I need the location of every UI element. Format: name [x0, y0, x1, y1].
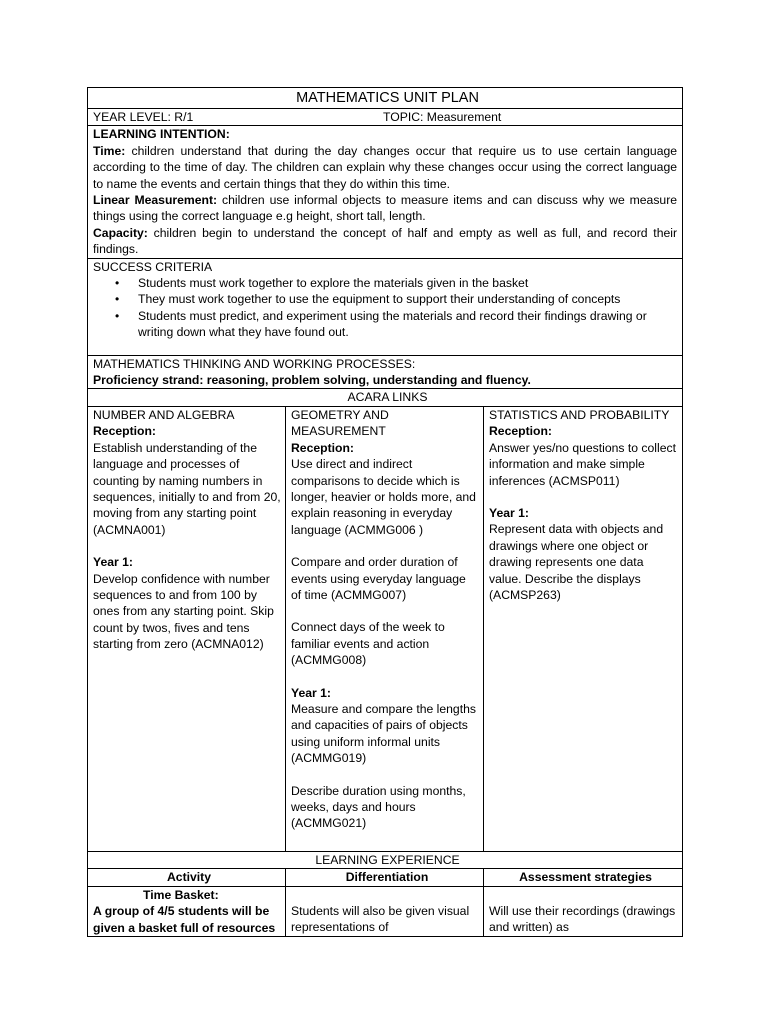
time-text: children understand that during the day changes occur that require us to use certain language according to the time of day. The children can explain why these changes occur using the correct language to name the events and certain things that they do within this time. [93, 143, 678, 191]
number-year1-text: Develop confidence with number sequences to and from 100 by ones from any starting point. Skip count by twos, fives and tens starting from zero (ACMNA012) [93, 571, 274, 652]
time-intention [93, 143, 677, 192]
topic: TOPIC: Measurement [383, 110, 502, 124]
acara-links-heading: ACARA LINKS [88, 389, 683, 406]
activity-text: A group of 4/5 students will be given a basket full of resources [93, 904, 276, 935]
year-topic-row [88, 109, 683, 126]
differentiation-cell [286, 886, 484, 936]
statistics-probability-heading: STATISTICS AND PROBABILITY [489, 407, 670, 422]
reception-label: Reception: [291, 440, 354, 455]
activity-header: Activity [88, 869, 286, 886]
proficiency-strand: Proficiency strand: reasoning, problem solving, understanding and fluency. [93, 373, 531, 388]
assessment-cell [484, 886, 683, 936]
geometry-measurement-heading: GEOMETRY AND MEASUREMENT [291, 407, 389, 439]
geometry-reception-text-1: Use direct and indirect comparisons to decide which is longer, heavier or holds more, and explain reasoning in everyday language (ACMMG006 ) [291, 457, 476, 537]
differentiation-header: Differentiation [286, 869, 484, 886]
number-algebra-heading: NUMBER AND ALGEBRA [93, 407, 235, 422]
linear-label: Linear Measurement: [93, 193, 218, 208]
linear-text: children use informal objects to measure items and can discuss why we measure things using the correct language e.g height, short tall, length. [93, 193, 678, 224]
activity-title: Time Basket: [143, 887, 219, 902]
number-algebra-column [88, 406, 286, 851]
learning-intention-section [88, 126, 683, 258]
statistics-reception-text: Answer yes/no questions to collect information and make simple inferences (ACMSP011) [489, 440, 676, 488]
reception-label: Reception: [489, 424, 552, 439]
activity-cell [88, 886, 286, 936]
geometry-year1-text-1: Measure and compare the lengths and capacities of pairs of objects using uniform informal units (ACMMG019) [291, 701, 476, 766]
statistics-probability-column [484, 406, 683, 851]
success-criteria-list [93, 275, 682, 341]
assessment-text: Will use their recordings (drawings and written) as [489, 903, 676, 935]
geometry-year1-text-2: Describe duration using months, weeks, days and hours (ACMMG021) [291, 783, 466, 831]
year1-label: Year 1: [93, 555, 133, 570]
statistics-year1-text: Represent data with objects and drawings where one object or drawing represents one data value. Describe the displays (ACMSP263) [489, 522, 664, 602]
reception-label: Reception: [93, 424, 156, 439]
success-criteria-section [88, 258, 683, 355]
number-reception-text: Establish understanding of the language and processes of counting by naming numbers in sequences, initially to and from 20, moving from any starting point (ACMNA001) [93, 440, 281, 537]
processes-section [88, 355, 683, 389]
unit-plan-table [87, 87, 683, 937]
geometry-reception-text-3: Connect days of the week to familiar events and action (ACMMG008) [291, 620, 445, 668]
document-title: MATHEMATICS UNIT PLAN [88, 88, 683, 109]
geometry-measurement-column [286, 406, 484, 851]
linear-intention [93, 192, 677, 225]
capacity-label: Capacity: [93, 225, 148, 240]
year-level: YEAR LEVEL: R/1 [93, 110, 194, 124]
success-criteria-item: • Students must work together to explore the materials given in the basket [93, 275, 676, 291]
success-criteria-item: • Students must predict, and experiment using the materials and record their findings drawing or writing down what they have found out. [93, 308, 676, 341]
assessment-header: Assessment strategies [484, 869, 683, 886]
geometry-reception-text-2: Compare and order duration of events using everyday language of time (ACMMG007) [291, 555, 466, 602]
processes-heading: MATHEMATICS THINKING AND WORKING PROCESSES: [93, 356, 416, 371]
capacity-text: children begin to understand the concept of half and empty as well as full, and record their findings. [93, 225, 678, 257]
year1-label: Year 1: [489, 505, 529, 520]
time-label: Time: [93, 143, 126, 158]
capacity-intention [93, 225, 677, 258]
differentiation-text: Students will also be given visual representations of [291, 903, 470, 935]
learning-experience-heading: LEARNING EXPERIENCE [88, 851, 683, 868]
learning-intention-heading: LEARNING INTENTION: [93, 127, 230, 142]
year1-label: Year 1: [291, 685, 331, 700]
success-criteria-heading: SUCCESS CRITERIA [93, 259, 213, 274]
success-criteria-item: • They must work together to use the equipment to support their understanding of concepts [93, 291, 676, 307]
